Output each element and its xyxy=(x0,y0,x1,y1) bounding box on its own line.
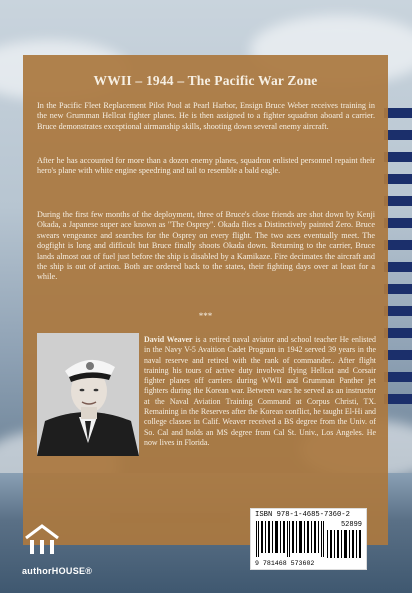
barcode-digits: 9 781468 573602 xyxy=(255,560,315,567)
isbn-label: ISBN 978-1-4685-7360-2 xyxy=(255,511,350,519)
cover-title: WWII – 1944 – The Pacific War Zone xyxy=(93,73,318,88)
barcode-bars xyxy=(255,521,325,557)
back-cover-panel xyxy=(23,55,388,545)
synopsis-paragraph-3: During the first few months of the deployment, three of Bruce's close friends are shot down by Kenji Okada, a Japanese super ace known as "The Osprey". Okada flies a Distinctively painted Zero. Bruce swears vengeance and searches for the Osprey on every flight. The two aces eventually meet. The dogfight is long and difficult but Bruce finally shoots Okada down. Returning to the carrier, Bruce lands almost out of fuel just before the ship is disabled by a Kamikaze. Fire decimates the aircraft and the ship is out of action. Both are ordered back to the states, their fighting days over at least for a while. xyxy=(37,210,375,282)
author-bio-text: is a retired naval aviator and school teacher He enlisted in the Navy V-5 Avaition Cadet Program in 1942 served 39 years in the naval reserve and retired with the rank of commander.. After flight training his tours of active duty involved flying Hellcat and Corsair fighter planes off carriers during WWII and Grumman Panther jet fighters during the Korean war. Between wars he served as an instructor at the Naval Aviation Training Command at Corpus Christi, TX. Remaining in the Reserves after the Korean conflict, he taught El-Hi and college classes in Calif. Weaver received a BS degree from the Univ. of So. Cal and holds an MS degree from Cal St. Univ., Los Angeles. He now lives in Florida. xyxy=(144,335,376,447)
price-code: 52899 xyxy=(340,521,362,529)
publisher-name: authorHOUSE® xyxy=(22,566,93,576)
separator: *** xyxy=(198,311,213,321)
author-bio xyxy=(144,335,376,448)
synopsis-paragraph-2: After he has accounted for more than a dozen enemy planes, squadron enlisted personnel repaint their hero's plane with white engine speedring and tail to resemble a bald eagle. xyxy=(37,156,375,176)
flag-stripes xyxy=(384,108,412,428)
synopsis-paragraph-1: In the Pacific Fleet Replacement Pilot Pool at Pearl Harbor, Ensign Bruce Weber receives training in the new Grumman Hellcat fighter planes. He is then assigned to a fighter squadron aboard a carrier. Bruce demonstrates exceptional airmanship skills, shooting down several enemy aircraft. xyxy=(37,101,375,131)
author-name: David Weaver xyxy=(144,335,193,344)
author-photo xyxy=(37,333,139,456)
price-barcode-bars xyxy=(326,530,362,558)
isbn-barcode xyxy=(250,508,367,570)
